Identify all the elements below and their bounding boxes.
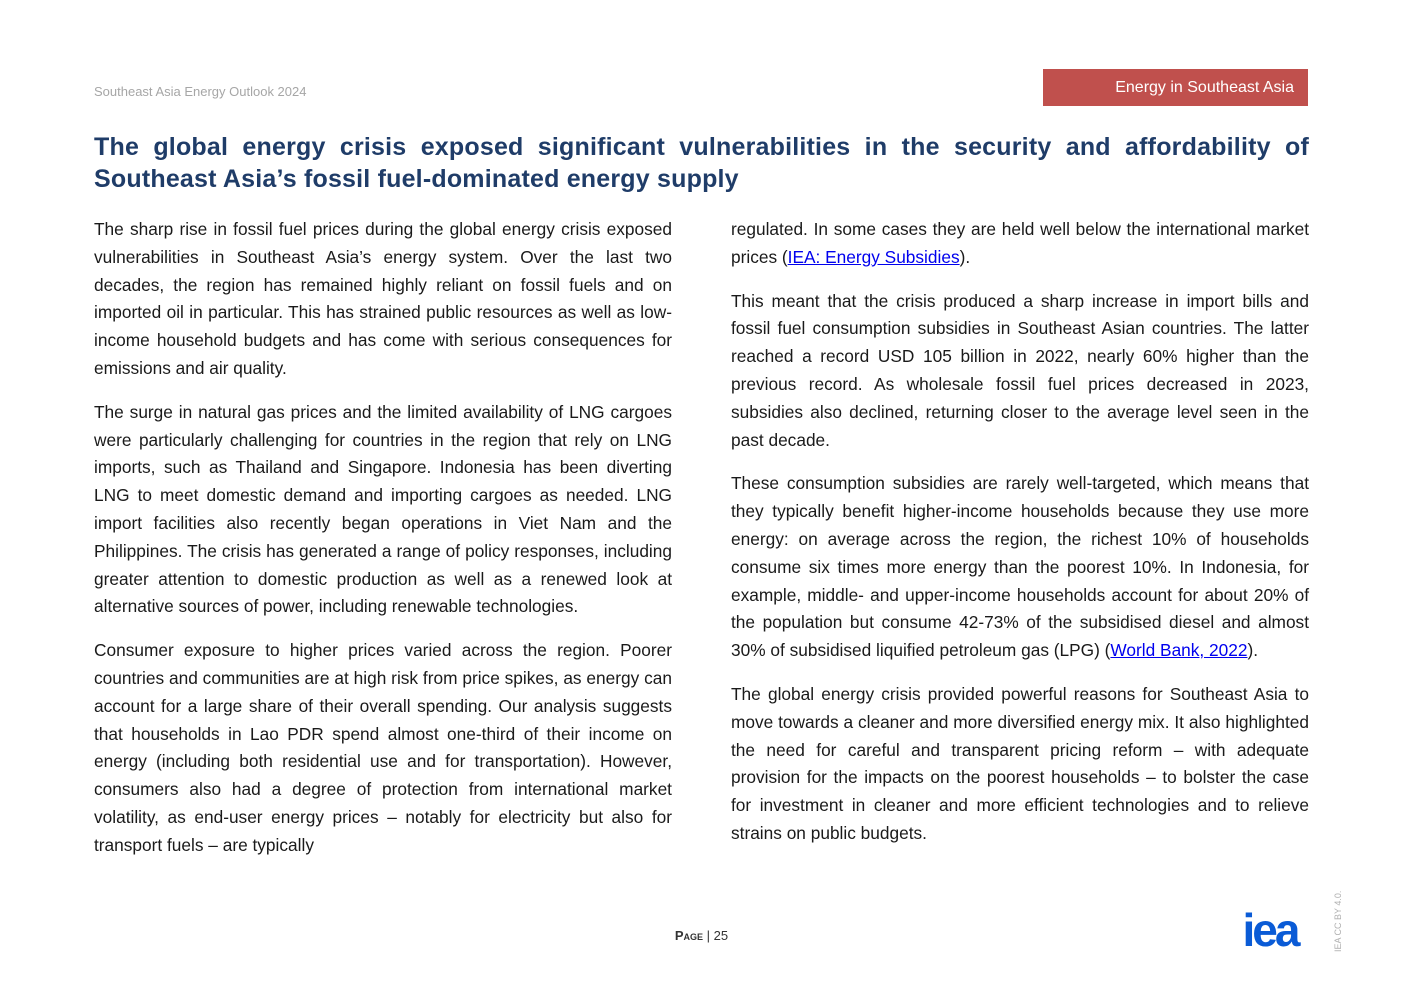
report-name: Southeast Asia Energy Outlook 2024 (94, 84, 307, 99)
paragraph: This meant that the crisis produced a sharp increase in import bills and fossil fuel consumption subsidies in Southeast Asian countries. The latter reached a record USD 105 billion in 2022, nearly 60% higher than the previous record. As wholesale fossil fuel prices decreased in 2023, subsidies also declined, returning closer to the average level seen in the past decade. (731, 290, 1309, 450)
left-column (94, 216, 672, 876)
paragraph: The surge in natural gas prices and the limited availability of LNG cargoes were particularly challenging for countries in the region that rely on LNG imports, such as Thailand and Singapore. Indonesia has been diverting LNG to meet domestic demand and importing cargoes as needed. LNG import facilities also recently began operations in Viet Nam and the Philippines. The crisis has generated a range of policy responses, including greater attention to domestic production as well as a renewed look at alternative sources of power, including renewable technologies. (94, 401, 672, 617)
page-number-value: 25 (713, 928, 729, 943)
right-column (731, 216, 1309, 864)
paragraph-text: ). (1247, 640, 1259, 661)
logo-text: iea (1242, 912, 1298, 952)
paragraph (731, 470, 1309, 665)
paragraph-text: These consumption subsidies are rarely well-targeted, which means that they typically benefit higher-income households because they use more energy: on average across the region, the richest 10% of households consume six times more energy than the poorest 10%. In Indonesia, for example, middle- and upper-income households account for about 20% of the population but consume 42-73% of the subsidised diesel and almost 30% of subsidised liquified petroleum gas (LPG) ( (731, 473, 1309, 661)
iea-energy-subsidies-link[interactable]: IEA: Energy Subsidies (787, 246, 960, 267)
license-text: IEA CC BY 4.0. (1333, 890, 1343, 952)
paragraph: The global energy crisis provided powerful reasons for Southeast Asia to move towards a cleaner and more diversified energy mix. It also highlighted the need for careful and transparent pricing reform – with adequate provision for the impacts on the poorest households – to bolster the case for investment in cleaner and more efficient technologies and to relieve strains on public budgets. (731, 683, 1309, 843)
world-bank-2022-link[interactable]: World Bank, 2022 (1110, 640, 1248, 661)
paragraph (731, 216, 1309, 272)
paragraph: The sharp rise in fossil fuel prices during the global energy crisis exposed vulnerabilities in Southeast Asia’s energy system. Over the last two decades, the region has remained highly reliant on fossil fuels and on imported oil in particular. This has strained public resources as well as low-income household budgets and has come with serious consequences for emissions and air quality. (94, 219, 672, 378)
iea-logo (1230, 912, 1310, 952)
page-separator: | (706, 928, 711, 943)
section-tag: Energy in Southeast Asia (1043, 69, 1308, 106)
paragraph: Consumer exposure to higher prices varied across the region. Poorer countries and communities are at high risk from price spikes, as energy can account for a large share of their overall spending. Our analysis suggests that households in Lao PDR spend almost one-third of their income on energy (including both residential use and for transportation). However, consumers also had a degree of protection from international market volatility, as end-user energy prices – notably for electricity but also for transport fuels – are typically (94, 640, 672, 855)
page-label: Page (674, 928, 704, 943)
page-title: The global energy crisis exposed significant vulnerabilities in the security and affordability of Southeast Asia’s fossil fuel-dominated energy supply (94, 133, 1309, 193)
paragraph-text: regulated. In some cases they are held well below the international market prices ( (731, 219, 1309, 267)
paragraph-text: ). (959, 246, 971, 267)
page-number (0, 928, 1403, 943)
